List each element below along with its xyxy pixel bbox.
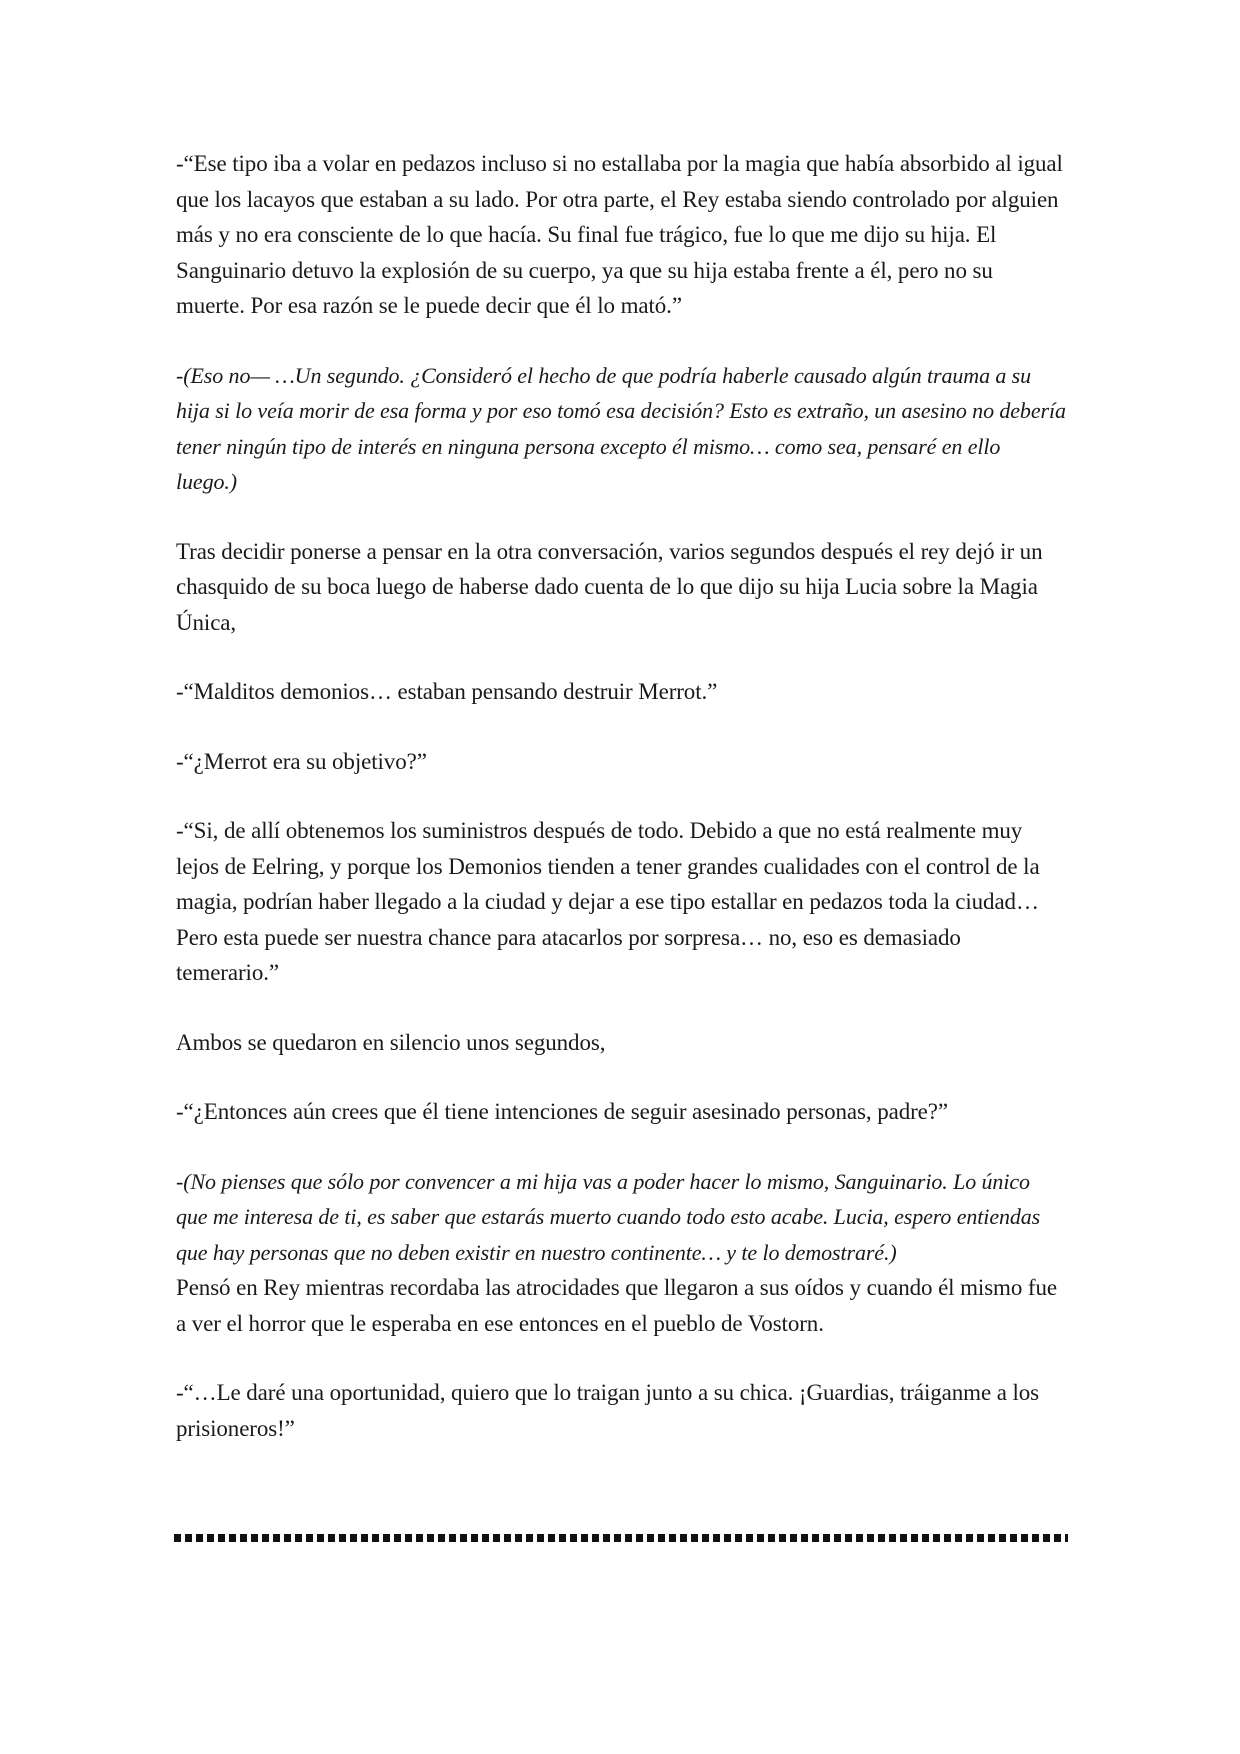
paragraph-5: -“¿Merrot era su objetivo?”	[176, 748, 427, 774]
paragraph-4: -“Malditos demonios… estaban pensando destruir Merrot.”	[176, 679, 718, 704]
paragraph-11: -“…Le daré una oportunidad, quiero que lo traigan junto a su chica. ¡Guardias, tráiganme a los prisioneros!”	[176, 1380, 1040, 1441]
paragraph-10: Pensó en Rey mientras recordaba las atrocidades que llegaron a sus oídos y cuando él mismo fue a ver el horror que le esperaba en ese entonces en el pueblo de Vostorn.	[176, 1275, 1057, 1336]
paragraph-3: Tras decidir ponerse a pensar en la otra conversación, varios segundos después el rey dejó ir un chasquido de su boca luego de haberse dado cuenta de lo que dijo su hija Lucia sobre la Magia Única,	[176, 538, 1043, 635]
paragraph-2-thought: -(Eso no— …Un segundo. ¿Consideró el hecho de que podría haberle causado algún trauma a su hija si lo veía morir de esa forma y por eso tomó esa decisión? Esto es extraño, un asesino no debería tener ningún tipo de interés en ninguna persona excepto él mismo… como sea, pensaré en ello luego.)	[176, 362, 1066, 494]
paragraph-9-thought: -(No pienses que sólo por convencer a mi hija vas a poder hacer lo mismo, Sanguinario. Lo único que me interesa de ti, es saber que estarás muerto cuando todo esto acabe. Lucia, espero entiendas que hay personas que no deben existir en nuestro continente… y te lo demostraré.)	[176, 1168, 1041, 1265]
paragraph-1: -“Ese tipo iba a volar en pedazos incluso si no estallaba por la magia que había absorbido al igual que los lacayos que estaban a su lado. Por otra parte, el Rey estaba siendo controlado por alguien más y no era consciente de lo que hacía. Su final fue trágico, fue lo que me dijo su hija. El Sanguinario detuvo la explosión de su cuerpo, ya que su hija estaba frente a él, pero no su muerte. Por esa razón se le puede decir que él lo mató.”	[176, 151, 1063, 318]
document-body	[176, 146, 1066, 1480]
paragraph-7: Ambos se quedaron en silencio unos segundos,	[176, 1029, 606, 1055]
section-divider	[174, 1534, 1068, 1542]
paragraph-8: -“¿Entonces aún crees que él tiene intenciones de seguir asesinado personas, padre?”	[176, 1099, 948, 1124]
paragraph-6: -“Si, de allí obtenemos los suministros después de todo. Debido a que no está realmente muy lejos de Eelring, y porque los Demonios tienden a tener grandes cualidades con el control de la magia, podrían haber llegado a la ciudad y dejar a ese tipo estallar en pedazos toda la ciudad… Pero esta puede ser nuestra chance para atacarlos por sorpresa… no, eso es demasiado temerario.”	[176, 818, 1040, 985]
